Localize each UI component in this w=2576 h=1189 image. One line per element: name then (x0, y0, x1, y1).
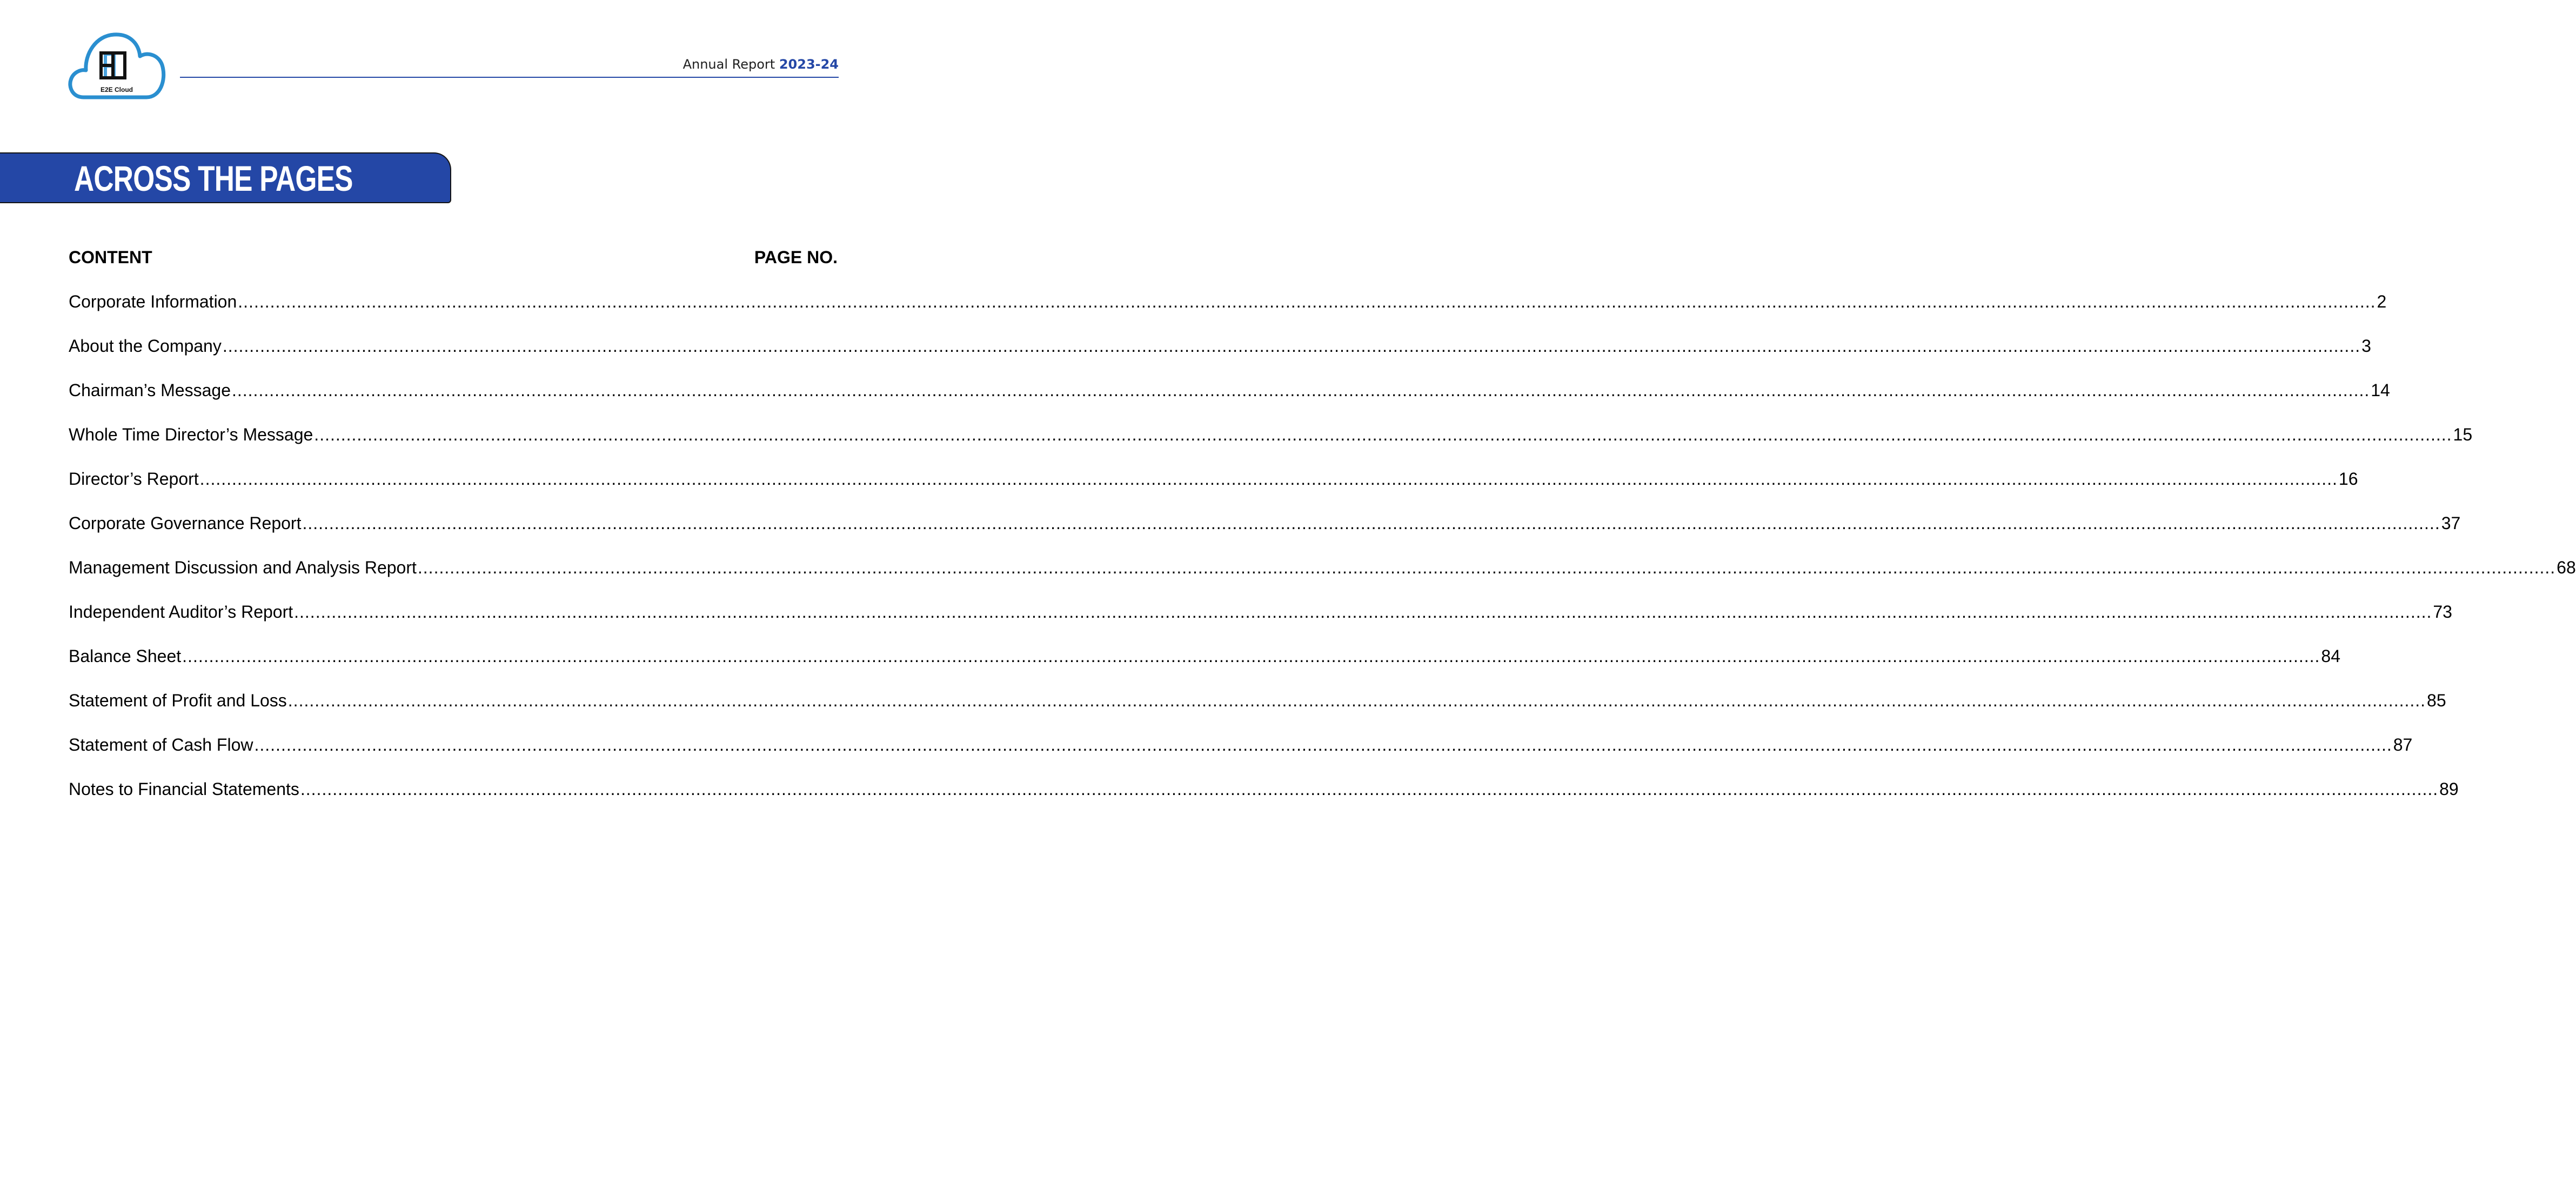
toc-entry[interactable] (69, 508, 2461, 552)
toc-entry-label: Chairman’s Message (69, 380, 231, 400)
toc-entry-label: Statement of Profit and Loss (69, 691, 287, 710)
dot-leader: ................................................................................................................................................................................................................................................................................................................................................................................................................ (222, 336, 2361, 356)
report-header (683, 57, 839, 72)
toc-entry-label: Balance Sheet (69, 646, 182, 666)
dot-leader: ................................................................................................................................................................................................................................................................................................................................................................................................................ (294, 602, 2432, 622)
report-year: 2023-24 (779, 57, 839, 72)
dot-leader: ................................................................................................................................................................................................................................................................................................................................................................................................................ (238, 292, 2376, 311)
toc-entry[interactable] (69, 597, 2452, 641)
toc-entry-page-number: 84 (2321, 646, 2340, 666)
e2e-cloud-logo-icon (68, 32, 166, 102)
report-label: Annual Report (683, 57, 775, 72)
company-logo (68, 32, 166, 102)
toc-entry-label: Independent Auditor’s Report (69, 602, 293, 622)
page-number-column-heading: PAGE NO. (754, 248, 838, 267)
toc-entry-label: Whole Time Director’s Message (69, 425, 313, 444)
logo-brand-text: E2E Cloud (100, 86, 133, 93)
toc-entry-page-number: 37 (2441, 513, 2461, 533)
toc-entry-page-number: 2 (2377, 292, 2387, 311)
toc-entry[interactable] (69, 774, 2459, 818)
toc-entry-page-number: 68 (2557, 558, 2576, 577)
toc-entry[interactable] (69, 419, 2473, 464)
toc-entry[interactable] (69, 331, 2371, 375)
toc-entry[interactable] (69, 685, 2446, 730)
toc-entry-page-number: 15 (2453, 425, 2473, 444)
dot-leader: ................................................................................................................................................................................................................................................................................................................................................................................................................ (300, 779, 2439, 799)
toc-entry-page-number: 3 (2361, 336, 2371, 356)
toc-entry[interactable] (69, 464, 2358, 508)
dot-leader: ................................................................................................................................................................................................................................................................................................................................................................................................................ (254, 735, 2392, 754)
table-of-contents (69, 286, 2576, 818)
content-column-heading: CONTENT (69, 248, 152, 267)
dot-leader: ................................................................................................................................................................................................................................................................................................................................................................................................................ (302, 513, 2440, 533)
toc-entry-page-number: 14 (2371, 380, 2390, 400)
toc-entry[interactable] (69, 286, 2387, 331)
toc-entry-label: Corporate Governance Report (69, 513, 302, 533)
toc-entry[interactable] (69, 552, 2576, 597)
section-banner (0, 152, 451, 203)
toc-entry-page-number: 87 (2393, 735, 2413, 754)
toc-entry-page-number: 89 (2439, 779, 2459, 799)
toc-entry-label: Notes to Financial Statements (69, 779, 299, 799)
dot-leader: ................................................................................................................................................................................................................................................................................................................................................................................................................ (314, 425, 2452, 444)
toc-entry-label: About the Company (69, 336, 222, 356)
dot-leader: ................................................................................................................................................................................................................................................................................................................................................................................................................ (231, 380, 2370, 400)
banner-title: ACROSS THE PAGES (74, 158, 353, 198)
dot-leader: ................................................................................................................................................................................................................................................................................................................................................................................................................ (199, 469, 2338, 489)
toc-entry-page-number: 73 (2433, 602, 2452, 622)
toc-entry-label: Corporate Information (69, 292, 237, 311)
toc-entry[interactable] (69, 730, 2413, 774)
toc-entry-label: Statement of Cash Flow (69, 735, 253, 754)
toc-entry-page-number: 85 (2427, 691, 2446, 710)
toc-entry[interactable] (69, 641, 2340, 685)
toc-entry-label: Management Discussion and Analysis Report (69, 558, 417, 577)
toc-entry-page-number: 16 (2338, 469, 2358, 489)
dot-leader: ................................................................................................................................................................................................................................................................................................................................................................................................................ (287, 691, 2426, 710)
header-divider (180, 77, 839, 78)
toc-entry-label: Director’s Report (69, 469, 199, 489)
toc-entry[interactable] (69, 375, 2390, 419)
dot-leader: ................................................................................................................................................................................................................................................................................................................................................................................................................ (182, 646, 2320, 666)
dot-leader: ................................................................................................................................................................................................................................................................................................................................................................................................................ (417, 558, 2556, 577)
